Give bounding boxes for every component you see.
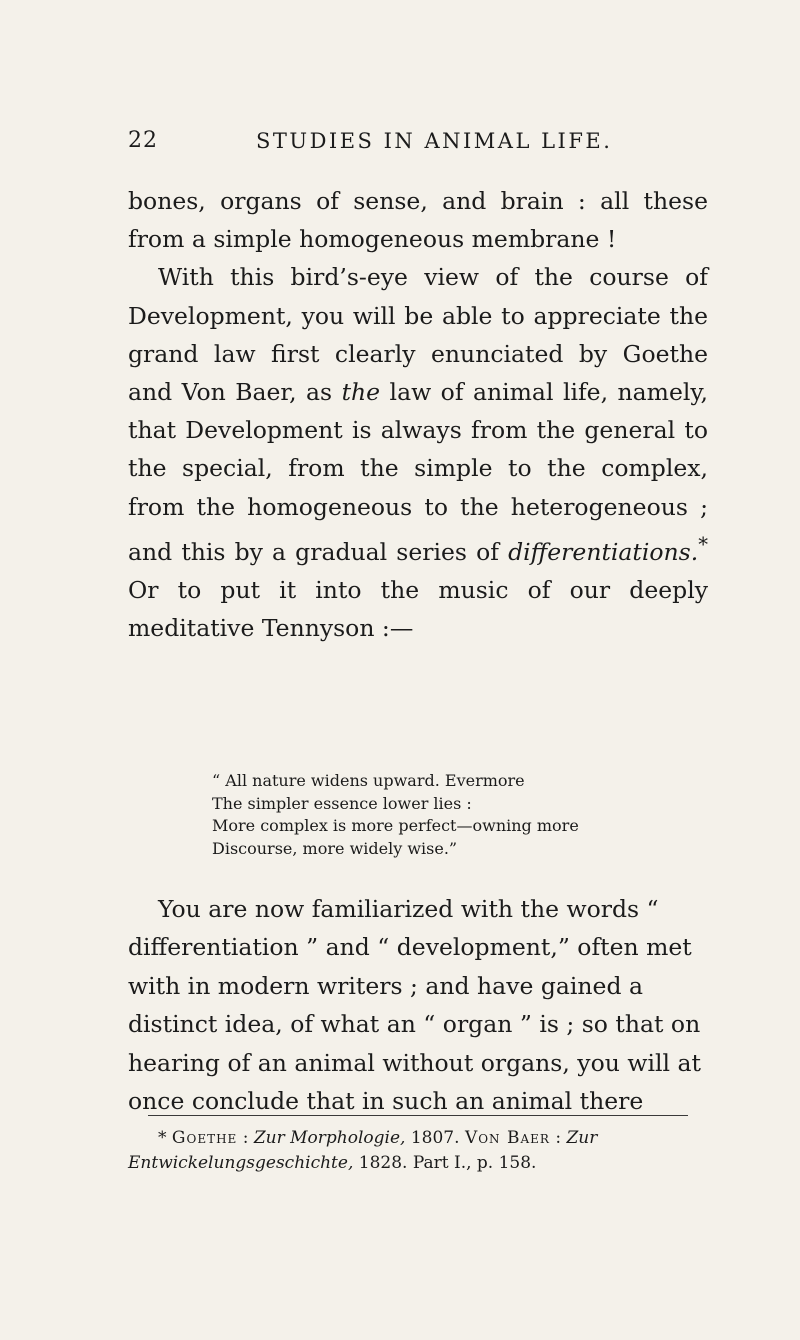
paragraph-2-italic-the: the xyxy=(341,378,381,407)
page-header xyxy=(128,128,688,164)
paragraph-2-italic-differentiations: differentiations. xyxy=(508,537,699,566)
paragraph-2-text-c: Or to put it into the music of our deeply meditative Tennyson :— xyxy=(128,575,708,643)
footnote-details: 1828. Part I., p. 158. xyxy=(353,1153,537,1173)
main-text xyxy=(128,182,708,647)
footnote-sep: : xyxy=(237,1128,254,1148)
footnote-title-morphologie: Zur Morphologie, xyxy=(253,1128,406,1148)
running-title: STUDIES IN ANIMAL LIFE. xyxy=(256,129,613,153)
footnote-year: 1807. xyxy=(405,1128,465,1148)
footnote-title-entwickelungsgeschichte: Zur Entwickelungsgeschichte, xyxy=(128,1128,598,1173)
paragraph-2-text-a: With this bird’s-eye view of the course of Development, you will be able to appreciate the grand law first clearly enunciated by Goethe and Von Baer, as xyxy=(128,263,708,407)
quote-line: The simpler essence lower lies : xyxy=(212,793,472,813)
tennyson-quote xyxy=(212,770,642,860)
page-number: 22 xyxy=(128,128,158,153)
paragraph-2 xyxy=(128,258,708,647)
quote-line: Discourse, more widely wise.” xyxy=(212,838,458,858)
footnote-sep: : xyxy=(549,1128,567,1148)
paragraph-3: You are now familiarized with the words “ differentiation ” and “ development,” often met with in modern writers ; and have gained a distinct idea, of what an “ organ ” is ; so that on hearing of an animal without organs, you will at once conclude that in such an animal there xyxy=(128,894,701,1116)
main-text-continued xyxy=(128,866,708,1145)
paragraph-1: bones, organs of sense, and brain : all these from a simple homogeneous membrane ! xyxy=(128,187,708,254)
footnote-marker: * xyxy=(698,532,708,556)
footnote xyxy=(128,1126,708,1176)
footnote-author-von-baer: Von Baer xyxy=(464,1128,550,1148)
footnote-author-goethe: Goethe xyxy=(171,1128,238,1148)
footnote-divider xyxy=(148,1115,688,1116)
quote-line: More complex is more perfect—owning more xyxy=(212,816,579,835)
paragraph-2-text-b: law of animal life, namely, that Development is always from the general to the special, from the simple to the complex, from the homogeneous to the heterogeneous ; and this by a gradual series of xyxy=(128,378,708,566)
footnote-marker-label: * xyxy=(158,1128,167,1148)
quote-line: “ All nature widens upward. Evermore xyxy=(212,771,525,790)
